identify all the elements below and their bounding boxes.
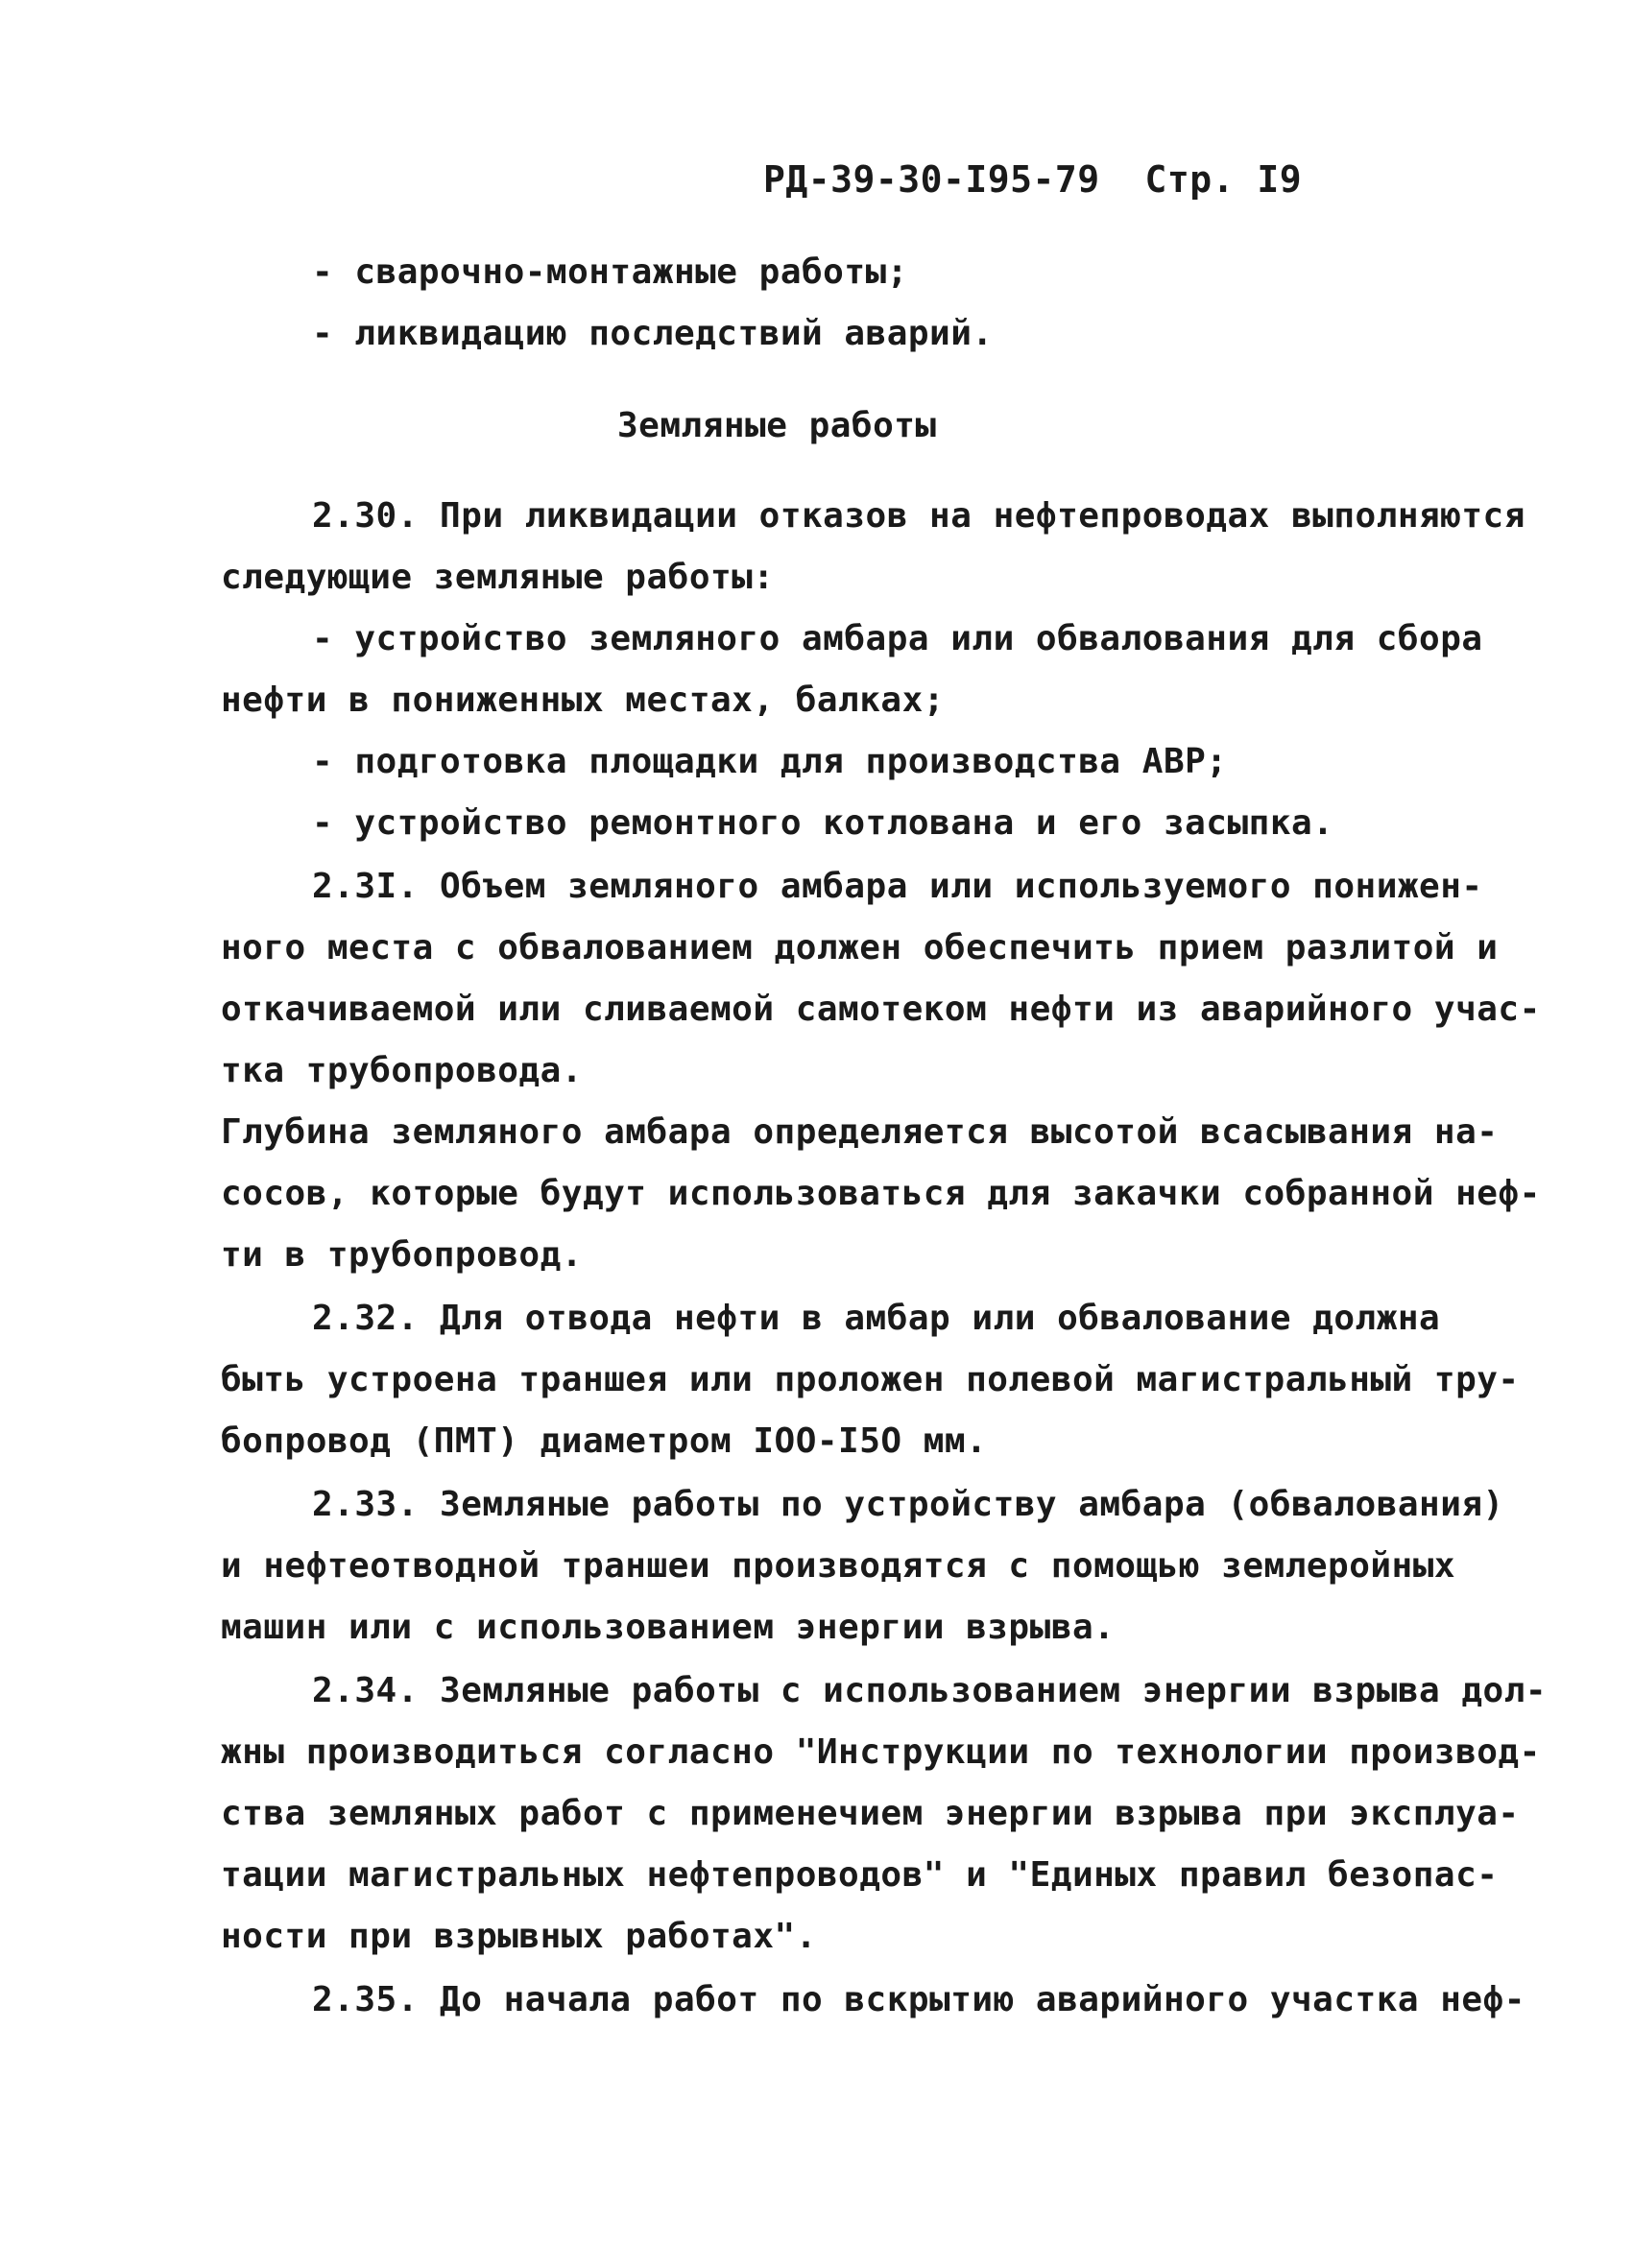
paragraph-line: ства земляных работ с применечием энергии взрыва при эксплуа- bbox=[221, 1794, 1520, 1833]
paragraph-line: нефти в пониженных местах, балках; bbox=[221, 680, 945, 720]
list-item: - сварочно-монтажные работы; bbox=[312, 252, 908, 292]
paragraph-line: и нефтеотводной траншеи производятся с помощью землеройных bbox=[221, 1546, 1456, 1586]
paragraph-line: 2.35. До начала работ по вскрытию аварийного участка неф- bbox=[312, 1980, 1525, 2019]
paragraph-line: 2.34. Земляные работы с использованием энергии взрыва дол- bbox=[312, 1671, 1548, 1710]
paragraph-line: тка трубопровода. bbox=[221, 1051, 583, 1090]
paragraph-line: бопровод (ПМТ) диаметром ІОО-І5О мм. bbox=[221, 1421, 988, 1461]
paragraph-line: сосов, которые будут использоваться для закачки собранной неф- bbox=[221, 1174, 1541, 1213]
page-header bbox=[763, 158, 1302, 201]
paragraph-line: 2.3І. Объем земляного амбара или используемого понижен- bbox=[312, 867, 1483, 906]
paragraph-line: жны производиться согласно "Инструкции по технологии производ- bbox=[221, 1732, 1541, 1772]
paragraph-line: следующие земляные работы: bbox=[221, 558, 775, 597]
paragraph-line: тации магистральных нефтепроводов" и "Единых правил безопас- bbox=[221, 1855, 1499, 1895]
list-item: - ликвидацию последствий аварий. bbox=[312, 314, 994, 353]
paragraph-line: откачиваемой или сливаемой самотеком нефти из аварийного учас- bbox=[221, 990, 1541, 1029]
section-heading: Земляные работы bbox=[617, 406, 937, 445]
paragraph-line: 2.32. Для отвода нефти в амбар или обвалование должна bbox=[312, 1299, 1441, 1338]
paragraph-line: 2.33. Земляные работы по устройству амбара (обвалования) bbox=[312, 1485, 1504, 1524]
list-item: - подготовка площадки для производства АВР; bbox=[312, 742, 1228, 781]
doc-code: РД-39-30-І95-79 bbox=[763, 158, 1100, 201]
paragraph-line: Глубина земляного амбара определяется высотой всасывания на- bbox=[221, 1112, 1499, 1152]
paragraph-line: 2.30. При ликвидации отказов на нефтепроводах выполняются bbox=[312, 496, 1525, 536]
paragraph-line: машин или с использованием энергии взрыва. bbox=[221, 1608, 1116, 1647]
paragraph-line: быть устроена траншея или проложен полевой магистральный тру- bbox=[221, 1360, 1520, 1399]
paragraph-line: ности при взрывных работах". bbox=[221, 1917, 817, 1956]
paragraph-line: ного места с обвалованием должен обеспечить прием разлитой и bbox=[221, 928, 1499, 967]
page-number: Стр. І9 bbox=[1144, 158, 1303, 201]
list-item: - устройство земляного амбара или обвалования для сбора bbox=[312, 619, 1483, 658]
paragraph-line: ти в трубопровод. bbox=[221, 1235, 583, 1275]
list-item: - устройство ремонтного котлована и его засыпка. bbox=[312, 803, 1334, 843]
